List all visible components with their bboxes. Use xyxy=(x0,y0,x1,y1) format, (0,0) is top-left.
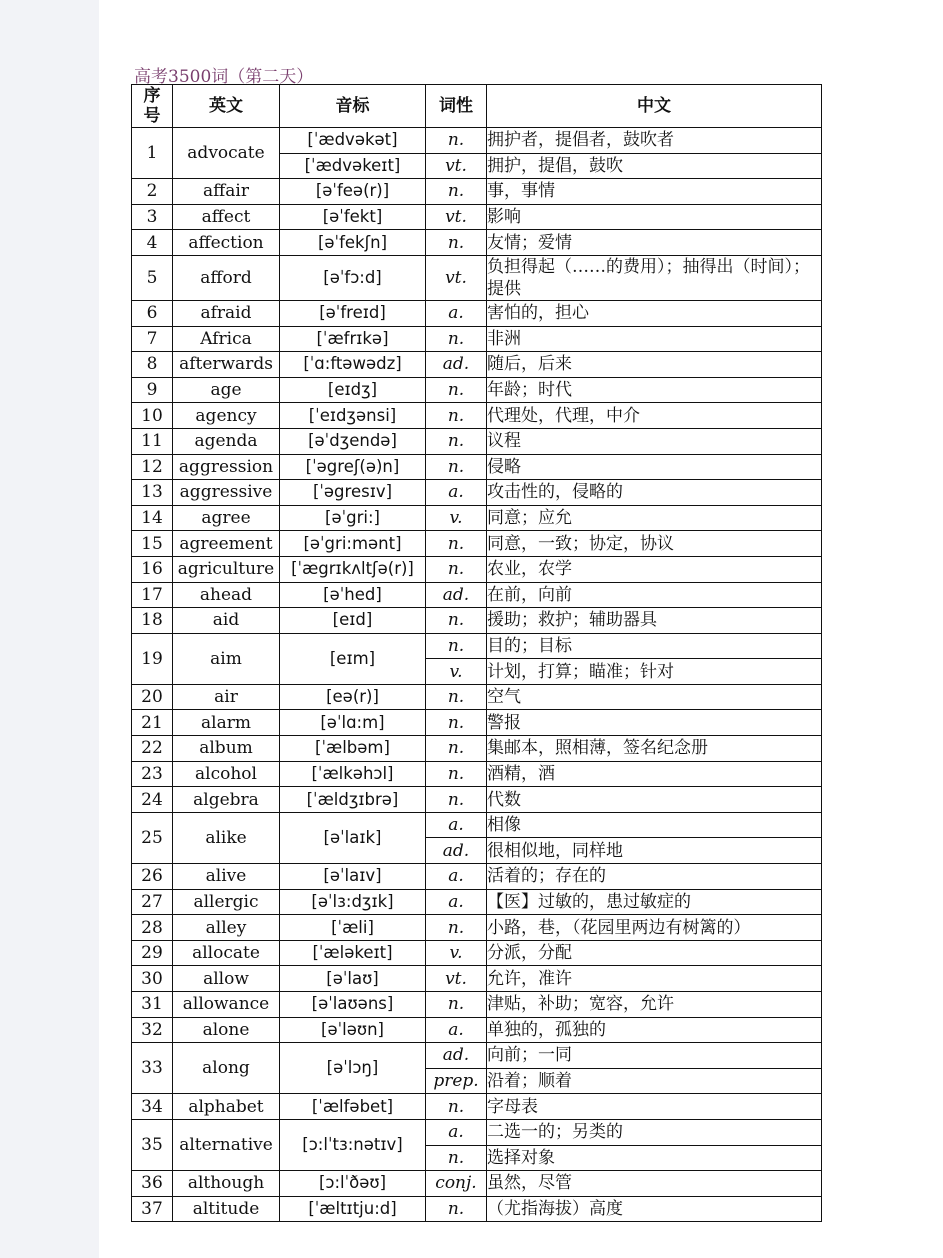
part-of-speech: n. xyxy=(426,1196,487,1222)
table-row xyxy=(132,204,822,230)
chinese-meaning: 代理处，代理，中介 xyxy=(487,403,822,429)
phonetic-transcription: [əˈfeə(r)] xyxy=(280,179,426,205)
chinese-meaning: 警报 xyxy=(487,710,822,736)
table-row xyxy=(132,255,822,300)
chinese-meaning: 小路，巷，（花园里两边有树篱的） xyxy=(487,915,822,941)
header-number-label: 序号 xyxy=(143,86,161,126)
part-of-speech: vt. xyxy=(426,255,487,300)
chinese-meaning: 负担得起（……的费用）；抽得出（时间）；提供 xyxy=(487,255,822,300)
word-number: 15 xyxy=(132,531,173,557)
phonetic-transcription: [əˈlaʊ] xyxy=(280,966,426,992)
word-number: 12 xyxy=(132,454,173,480)
phonetic-transcription: [ˈælfəbet] xyxy=(280,1094,426,1120)
word-number: 19 xyxy=(132,633,173,684)
part-of-speech: n. xyxy=(426,531,487,557)
part-of-speech: n. xyxy=(426,736,487,762)
english-word: agree xyxy=(173,505,280,531)
phonetic-transcription: [ɔ:lˈtɜ:nətɪv] xyxy=(280,1119,426,1170)
table-row xyxy=(132,915,822,941)
part-of-speech: n. xyxy=(426,428,487,454)
table-row xyxy=(132,230,822,256)
english-word: allergic xyxy=(173,889,280,915)
part-of-speech: n. xyxy=(426,915,487,941)
english-word: although xyxy=(173,1171,280,1197)
phonetic-transcription: [əˈlɔŋ] xyxy=(280,1043,426,1094)
table-row xyxy=(132,1119,822,1145)
phonetic-transcription: [əˈgri:mənt] xyxy=(280,531,426,557)
english-word: along xyxy=(173,1043,280,1094)
chinese-meaning: 随后，后来 xyxy=(487,352,822,378)
table-row xyxy=(132,992,822,1018)
english-word: agenda xyxy=(173,428,280,454)
chinese-meaning: 事，事情 xyxy=(487,179,822,205)
part-of-speech: a. xyxy=(426,812,487,838)
part-of-speech: a. xyxy=(426,300,487,326)
table-row xyxy=(132,428,822,454)
phonetic-transcription: [ˈælkəhɔl] xyxy=(280,761,426,787)
table-row xyxy=(132,556,822,582)
english-word: affair xyxy=(173,179,280,205)
chinese-meaning: 代数 xyxy=(487,787,822,813)
english-word: allocate xyxy=(173,940,280,966)
english-word: afford xyxy=(173,255,280,300)
english-word: allowance xyxy=(173,992,280,1018)
chinese-meaning: 选择对象 xyxy=(487,1145,822,1171)
part-of-speech: v. xyxy=(426,659,487,685)
chinese-meaning: 相像 xyxy=(487,812,822,838)
vocabulary-table xyxy=(131,84,822,1222)
word-number: 13 xyxy=(132,480,173,506)
word-number: 17 xyxy=(132,582,173,608)
table-row xyxy=(132,864,822,890)
phonetic-transcription: [ˈæləkeɪt] xyxy=(280,940,426,966)
phonetic-transcription: [ˈæfrɪkə] xyxy=(280,326,426,352)
phonetic-transcription: [əˈləʊn] xyxy=(280,1017,426,1043)
part-of-speech: n. xyxy=(426,230,487,256)
part-of-speech: ad. xyxy=(426,582,487,608)
part-of-speech: n. xyxy=(426,403,487,429)
english-word: aid xyxy=(173,608,280,634)
english-word: alarm xyxy=(173,710,280,736)
part-of-speech: a. xyxy=(426,1119,487,1145)
chinese-meaning: 酒精，酒 xyxy=(487,761,822,787)
word-number: 33 xyxy=(132,1043,173,1094)
table-row xyxy=(132,710,822,736)
part-of-speech: a. xyxy=(426,889,487,915)
table-row xyxy=(132,480,822,506)
phonetic-transcription: [əˈlaɪk] xyxy=(280,812,426,863)
phonetic-transcription: [ˈæli] xyxy=(280,915,426,941)
word-number: 4 xyxy=(132,230,173,256)
part-of-speech: n. xyxy=(426,377,487,403)
table-row xyxy=(132,812,822,838)
table-row xyxy=(132,505,822,531)
word-number: 22 xyxy=(132,736,173,762)
english-word: alphabet xyxy=(173,1094,280,1120)
table-row xyxy=(132,352,822,378)
word-number: 3 xyxy=(132,204,173,230)
part-of-speech: a. xyxy=(426,864,487,890)
chinese-meaning: 计划，打算；瞄准；针对 xyxy=(487,659,822,685)
chinese-meaning: 虽然，尽管 xyxy=(487,1171,822,1197)
word-number: 36 xyxy=(132,1171,173,1197)
table-row xyxy=(132,633,822,659)
table-row xyxy=(132,326,822,352)
english-word: Africa xyxy=(173,326,280,352)
word-number: 21 xyxy=(132,710,173,736)
english-word: album xyxy=(173,736,280,762)
table-row xyxy=(132,966,822,992)
phonetic-transcription: [əˈlaʊəns] xyxy=(280,992,426,1018)
english-word: ahead xyxy=(173,582,280,608)
word-number: 24 xyxy=(132,787,173,813)
chinese-meaning: 很相似地，同样地 xyxy=(487,838,822,864)
chinese-meaning: 友情；爱情 xyxy=(487,230,822,256)
header-pos: 词性 xyxy=(426,85,487,128)
table-row xyxy=(132,940,822,966)
phonetic-transcription: [eə(r)] xyxy=(280,684,426,710)
phonetic-transcription: [ˈældʒɪbrə] xyxy=(280,787,426,813)
table-row xyxy=(132,531,822,557)
phonetic-transcription: [ˈælbəm] xyxy=(280,736,426,762)
table-row xyxy=(132,787,822,813)
english-word: alternative xyxy=(173,1119,280,1170)
phonetic-transcription: [əˈfɔ:d] xyxy=(280,255,426,300)
table-header-row xyxy=(132,85,822,128)
word-number: 35 xyxy=(132,1119,173,1170)
chinese-meaning: 援助；救护；辅助器具 xyxy=(487,608,822,634)
chinese-meaning: 字母表 xyxy=(487,1094,822,1120)
part-of-speech: a. xyxy=(426,480,487,506)
word-number: 28 xyxy=(132,915,173,941)
chinese-meaning: 空气 xyxy=(487,684,822,710)
part-of-speech: prep. xyxy=(426,1068,487,1094)
word-number: 14 xyxy=(132,505,173,531)
phonetic-transcription: [əˈlɑ:m] xyxy=(280,710,426,736)
header-number xyxy=(132,85,173,128)
part-of-speech: conj. xyxy=(426,1171,487,1197)
english-word: affect xyxy=(173,204,280,230)
part-of-speech: n. xyxy=(426,608,487,634)
english-word: afterwards xyxy=(173,352,280,378)
table-row xyxy=(132,377,822,403)
header-ipa: 音标 xyxy=(280,85,426,128)
word-number: 30 xyxy=(132,966,173,992)
english-word: alcohol xyxy=(173,761,280,787)
header-english: 英文 xyxy=(173,85,280,128)
chinese-meaning: 分派，分配 xyxy=(487,940,822,966)
english-word: algebra xyxy=(173,787,280,813)
english-word: agriculture xyxy=(173,556,280,582)
chinese-meaning: 年龄；时代 xyxy=(487,377,822,403)
phonetic-transcription: [əˈfekʃn] xyxy=(280,230,426,256)
phonetic-transcription: [ˈægrɪkʌltʃə(r)] xyxy=(280,556,426,582)
phonetic-transcription: [ˈɑ:ftəwədz] xyxy=(280,352,426,378)
phonetic-transcription: [əˈhed] xyxy=(280,582,426,608)
chinese-meaning: 目的；目标 xyxy=(487,633,822,659)
part-of-speech: vt. xyxy=(426,204,487,230)
part-of-speech: ad. xyxy=(426,1043,487,1069)
table-row xyxy=(132,736,822,762)
chinese-meaning: 允许，准许 xyxy=(487,966,822,992)
phonetic-transcription: [eɪdʒ] xyxy=(280,377,426,403)
english-word: alley xyxy=(173,915,280,941)
phonetic-transcription: [eɪd] xyxy=(280,608,426,634)
word-number: 20 xyxy=(132,684,173,710)
table-body xyxy=(132,128,822,1222)
word-number: 32 xyxy=(132,1017,173,1043)
part-of-speech: n. xyxy=(426,326,487,352)
word-number: 6 xyxy=(132,300,173,326)
table-row xyxy=(132,1171,822,1197)
english-word: air xyxy=(173,684,280,710)
english-word: agreement xyxy=(173,531,280,557)
phonetic-transcription: [əˈlaɪv] xyxy=(280,864,426,890)
part-of-speech: vt. xyxy=(426,966,487,992)
chinese-meaning: 侵略 xyxy=(487,454,822,480)
chinese-meaning: 农业，农学 xyxy=(487,556,822,582)
phonetic-transcription: [ˈæltɪtju:d] xyxy=(280,1196,426,1222)
part-of-speech: vt. xyxy=(426,153,487,179)
part-of-speech: n. xyxy=(426,454,487,480)
phonetic-transcription: [ˈædvəkeɪt] xyxy=(280,153,426,179)
part-of-speech: n. xyxy=(426,556,487,582)
word-number: 23 xyxy=(132,761,173,787)
word-number: 7 xyxy=(132,326,173,352)
phonetic-transcription: [əˈlɜ:dʒɪk] xyxy=(280,889,426,915)
part-of-speech: a. xyxy=(426,1017,487,1043)
word-number: 31 xyxy=(132,992,173,1018)
table-row xyxy=(132,608,822,634)
phonetic-transcription: [ˈəgresɪv] xyxy=(280,480,426,506)
part-of-speech: ad. xyxy=(426,352,487,378)
part-of-speech: v. xyxy=(426,940,487,966)
english-word: altitude xyxy=(173,1196,280,1222)
word-number: 1 xyxy=(132,128,173,179)
table-row xyxy=(132,1017,822,1043)
chinese-meaning: 在前，向前 xyxy=(487,582,822,608)
chinese-meaning: 攻击性的，侵略的 xyxy=(487,480,822,506)
chinese-meaning: 沿着；顺着 xyxy=(487,1068,822,1094)
part-of-speech: n. xyxy=(426,1145,487,1171)
part-of-speech: n. xyxy=(426,684,487,710)
word-number: 9 xyxy=(132,377,173,403)
phonetic-transcription: [əˈfreɪd] xyxy=(280,300,426,326)
table-row xyxy=(132,1094,822,1120)
english-word: advocate xyxy=(173,128,280,179)
phonetic-transcription: [əˈgri:] xyxy=(280,505,426,531)
header-chinese: 中文 xyxy=(487,85,822,128)
phonetic-transcription: [ˈeɪdʒənsi] xyxy=(280,403,426,429)
document-title: 高考3500词（第二天） xyxy=(134,67,314,87)
phonetic-transcription: [ˈəgreʃ(ə)n] xyxy=(280,454,426,480)
part-of-speech: n. xyxy=(426,128,487,154)
chinese-meaning: 【医】过敏的，患过敏症的 xyxy=(487,889,822,915)
chinese-meaning: 拥护者，提倡者，鼓吹者 xyxy=(487,128,822,154)
word-number: 37 xyxy=(132,1196,173,1222)
word-number: 34 xyxy=(132,1094,173,1120)
word-number: 8 xyxy=(132,352,173,378)
chinese-meaning: 津贴，补助；宽容，允许 xyxy=(487,992,822,1018)
part-of-speech: v. xyxy=(426,505,487,531)
english-word: aggression xyxy=(173,454,280,480)
english-word: aggressive xyxy=(173,480,280,506)
chinese-meaning: 拥护，提倡，鼓吹 xyxy=(487,153,822,179)
table-row xyxy=(132,179,822,205)
word-number: 27 xyxy=(132,889,173,915)
phonetic-transcription: [əˈdʒendə] xyxy=(280,428,426,454)
part-of-speech: n. xyxy=(426,179,487,205)
part-of-speech: ad. xyxy=(426,838,487,864)
table-row xyxy=(132,403,822,429)
chinese-meaning: （尤指海拔）高度 xyxy=(487,1196,822,1222)
english-word: allow xyxy=(173,966,280,992)
table-row xyxy=(132,582,822,608)
english-word: afraid xyxy=(173,300,280,326)
chinese-meaning: 议程 xyxy=(487,428,822,454)
chinese-meaning: 单独的，孤独的 xyxy=(487,1017,822,1043)
table-row xyxy=(132,889,822,915)
english-word: alive xyxy=(173,864,280,890)
phonetic-transcription: [ˈædvəkət] xyxy=(280,128,426,154)
word-number: 10 xyxy=(132,403,173,429)
phonetic-transcription: [ɔ:lˈðəʊ] xyxy=(280,1171,426,1197)
table-row xyxy=(132,1043,822,1069)
word-number: 29 xyxy=(132,940,173,966)
phonetic-transcription: [eɪm] xyxy=(280,633,426,684)
table-row xyxy=(132,761,822,787)
word-number: 18 xyxy=(132,608,173,634)
part-of-speech: n. xyxy=(426,761,487,787)
english-word: age xyxy=(173,377,280,403)
english-word: affection xyxy=(173,230,280,256)
part-of-speech: n. xyxy=(426,633,487,659)
chinese-meaning: 二选一的；另类的 xyxy=(487,1119,822,1145)
phonetic-transcription: [əˈfekt] xyxy=(280,204,426,230)
word-number: 16 xyxy=(132,556,173,582)
chinese-meaning: 影响 xyxy=(487,204,822,230)
part-of-speech: n. xyxy=(426,1094,487,1120)
chinese-meaning: 活着的；存在的 xyxy=(487,864,822,890)
english-word: alone xyxy=(173,1017,280,1043)
word-number: 2 xyxy=(132,179,173,205)
chinese-meaning: 同意，一致；协定，协议 xyxy=(487,531,822,557)
chinese-meaning: 非洲 xyxy=(487,326,822,352)
english-word: agency xyxy=(173,403,280,429)
part-of-speech: n. xyxy=(426,992,487,1018)
table-row xyxy=(132,128,822,154)
part-of-speech: n. xyxy=(426,787,487,813)
chinese-meaning: 集邮本，照相薄，签名纪念册 xyxy=(487,736,822,762)
table-row xyxy=(132,454,822,480)
english-word: aim xyxy=(173,633,280,684)
word-number: 25 xyxy=(132,812,173,863)
english-word: alike xyxy=(173,812,280,863)
part-of-speech: n. xyxy=(426,710,487,736)
word-number: 26 xyxy=(132,864,173,890)
word-number: 5 xyxy=(132,255,173,300)
word-number: 11 xyxy=(132,428,173,454)
table-row xyxy=(132,1196,822,1222)
chinese-meaning: 向前；一同 xyxy=(487,1043,822,1069)
chinese-meaning: 同意；应允 xyxy=(487,505,822,531)
table-row xyxy=(132,684,822,710)
chinese-meaning: 害怕的，担心 xyxy=(487,300,822,326)
table-row xyxy=(132,300,822,326)
